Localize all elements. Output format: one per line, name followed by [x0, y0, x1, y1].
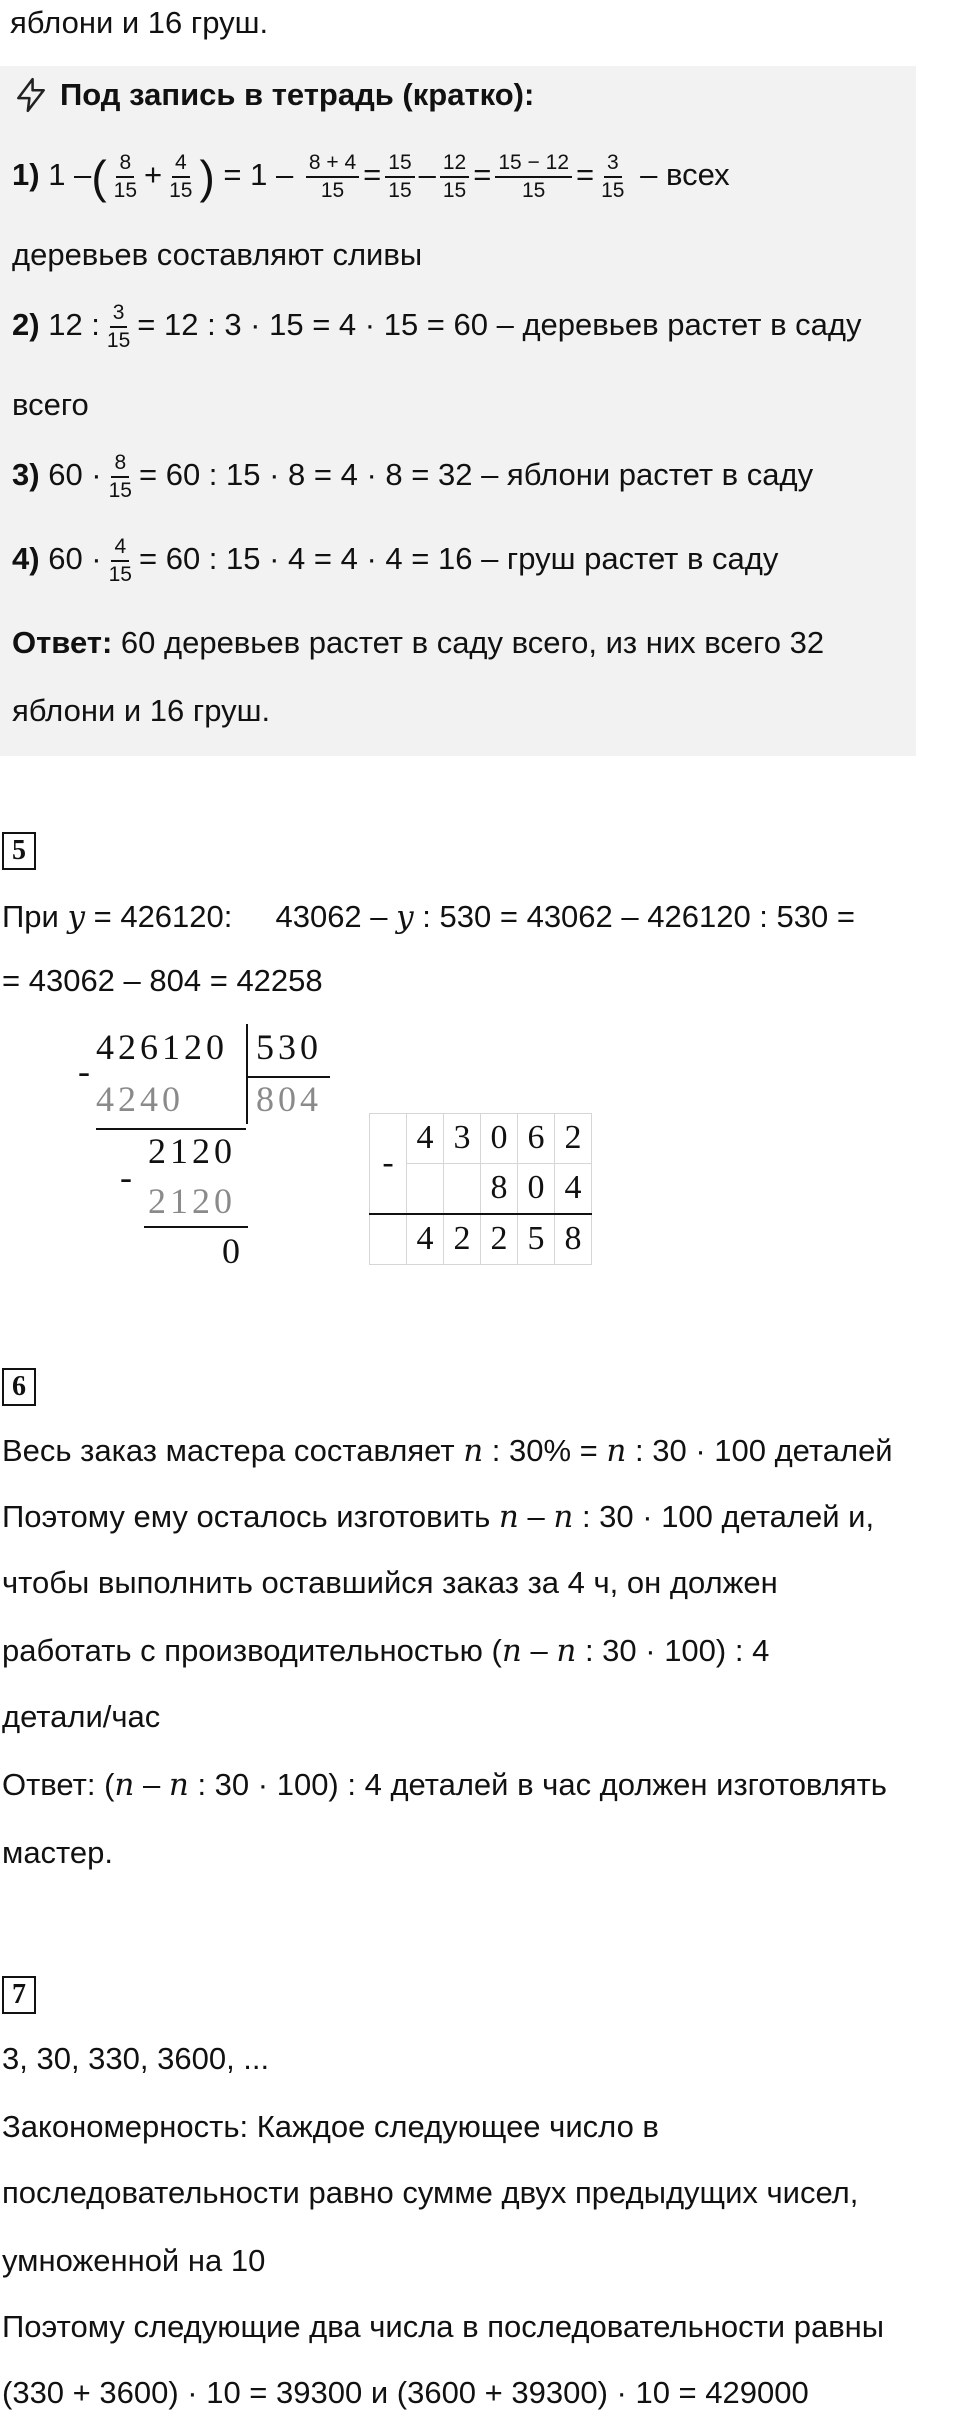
column-cell: 4: [407, 1214, 444, 1265]
column-cell: 2: [444, 1214, 481, 1265]
column-cell: 0: [481, 1114, 518, 1164]
task6-line-2: Поэтому ему осталось изготовить n – n : 30 · 100 деталей и,: [2, 1499, 875, 1535]
division-divisor: 530: [256, 1027, 322, 1067]
division-minus-1: -: [78, 1051, 94, 1091]
task7-line-5: Поэтому следующие два числа в последовательности равны: [2, 2309, 885, 2344]
lightning-icon: [12, 76, 50, 114]
column-subtraction: [369, 1113, 592, 1265]
note-step-3: 3) 60 · $\frac{8}{15}$ = 60 : 15 · 8 = 4 · 8 = 32 – яблони растет в саду: [12, 451, 814, 503]
task7-line-4: умноженной на 10: [2, 2243, 266, 2278]
division-subtrahend-2: 2120: [148, 1181, 236, 1221]
column-cell: 2: [481, 1214, 518, 1265]
fraction: $\frac{15}{15}$: [385, 152, 414, 202]
task5-line-1: При y = 426120: 43062 – y : 530 = 43062 – 426120 : 530 =: [2, 899, 855, 935]
division-subtrahend-1: 4240: [96, 1079, 184, 1119]
column-cell: 8: [481, 1164, 518, 1215]
division-line-2: [144, 1226, 248, 1228]
column-cell: 2: [555, 1114, 592, 1164]
task-number-6: 6: [2, 1368, 36, 1406]
column-cell: [407, 1164, 444, 1215]
note-step-2-line2: всего: [12, 387, 89, 422]
note-box: [0, 66, 916, 756]
column-cell: 6: [518, 1114, 555, 1164]
note-step-1: 1) 1 –( $\frac{8}{15}$ + $\frac{4}{15}$ ) = 1 – $\frac{8 + 4}{15}$ = $\frac{15}{15}$ – $\frac{12}{15}$ = $\frac{15 - 12}{15}$ = $\frac{3}{15}$ – всех: [12, 151, 730, 204]
task5-line-2: = 43062 – 804 = 42258: [2, 963, 323, 998]
task6-line-3: чтобы выполнить оставшийся заказ за 4 ч, он должен: [2, 1565, 778, 1600]
task6-line-5: детали/час: [2, 1699, 161, 1734]
fraction: $\frac{15 - 12}{15}$: [495, 152, 572, 202]
note-answer-line2: яблони и 16 груш.: [12, 693, 271, 728]
column-cell: 4: [407, 1114, 444, 1164]
note-step-2: 2) 12 : $\frac{3}{15}$ = 12 : 3 · 15 = 4 · 15 = 60 – деревьев растет в саду: [12, 301, 862, 353]
fraction: $\frac{8}{15}$: [108, 451, 132, 503]
column-cell: 0: [518, 1164, 555, 1215]
fraction: $\frac{12}{15}$: [440, 152, 469, 202]
task-number-7: 7: [2, 1976, 36, 2014]
task7-line-1: 3, 30, 330, 3600, ...: [2, 2041, 270, 2076]
division-quotient: 804: [256, 1079, 322, 1119]
fraction: $\frac{4}{15}$: [108, 535, 132, 587]
column-cell: 8: [555, 1214, 592, 1265]
task6-line-6: Ответ: (n – n : 30 · 100) : 4 деталей в час должен изготовлять: [2, 1767, 887, 1803]
column-cell: [444, 1164, 481, 1215]
task6-line-1: Весь заказ мастера составляет n : 30% = n : 30 · 100 деталей: [2, 1433, 893, 1469]
note-step-1-line2: деревьев составляют сливы: [12, 237, 423, 272]
task7-line-6: (330 + 3600) · 10 = 39300 и (3600 + 39300) · 10 = 429000: [2, 2375, 809, 2410]
column-cell: 4: [555, 1164, 592, 1215]
task7-line-3: последовательности равно сумме двух предыдущих чисел,: [2, 2175, 859, 2210]
task-number-5: 5: [2, 832, 36, 870]
task6-line-4: работать с производительностью (n – n : 30 · 100) : 4: [2, 1633, 770, 1669]
note-step-4: 4) 60 · $\frac{4}{15}$ = 60 : 15 · 4 = 4 · 4 = 16 – груш растет в саду: [12, 535, 779, 587]
column-cell: 3: [444, 1114, 481, 1164]
division-remainder-1: 2120: [148, 1131, 236, 1171]
top-line: яблони и 16 груш.: [10, 5, 269, 40]
division-vertical-line: [246, 1024, 248, 1124]
fraction: $\frac{8 + 4}{15}$: [306, 152, 359, 202]
fraction: $\frac{3}{15}$: [601, 151, 625, 203]
note-answer: Ответ: 60 деревьев растет в саду всего, из них всего 32: [12, 625, 825, 660]
note-title: Под запись в тетрадь (кратко):: [12, 76, 534, 114]
division-minus-2: -: [120, 1157, 136, 1197]
column-minus-sign: -: [370, 1114, 407, 1215]
division-remainder: 0: [222, 1231, 244, 1271]
fraction: $\frac{3}{15}$: [106, 301, 131, 353]
task6-line-7: мастер.: [2, 1835, 113, 1870]
column-cell: 5: [518, 1214, 555, 1265]
task7-line-2: Закономерность: Каждое следующее число в: [2, 2109, 659, 2144]
fraction: $\frac{8}{15}$: [113, 151, 137, 203]
column-cell: [370, 1214, 407, 1265]
division-dividend: 426120: [96, 1027, 228, 1067]
fraction: $\frac{4}{15}$: [169, 151, 193, 203]
